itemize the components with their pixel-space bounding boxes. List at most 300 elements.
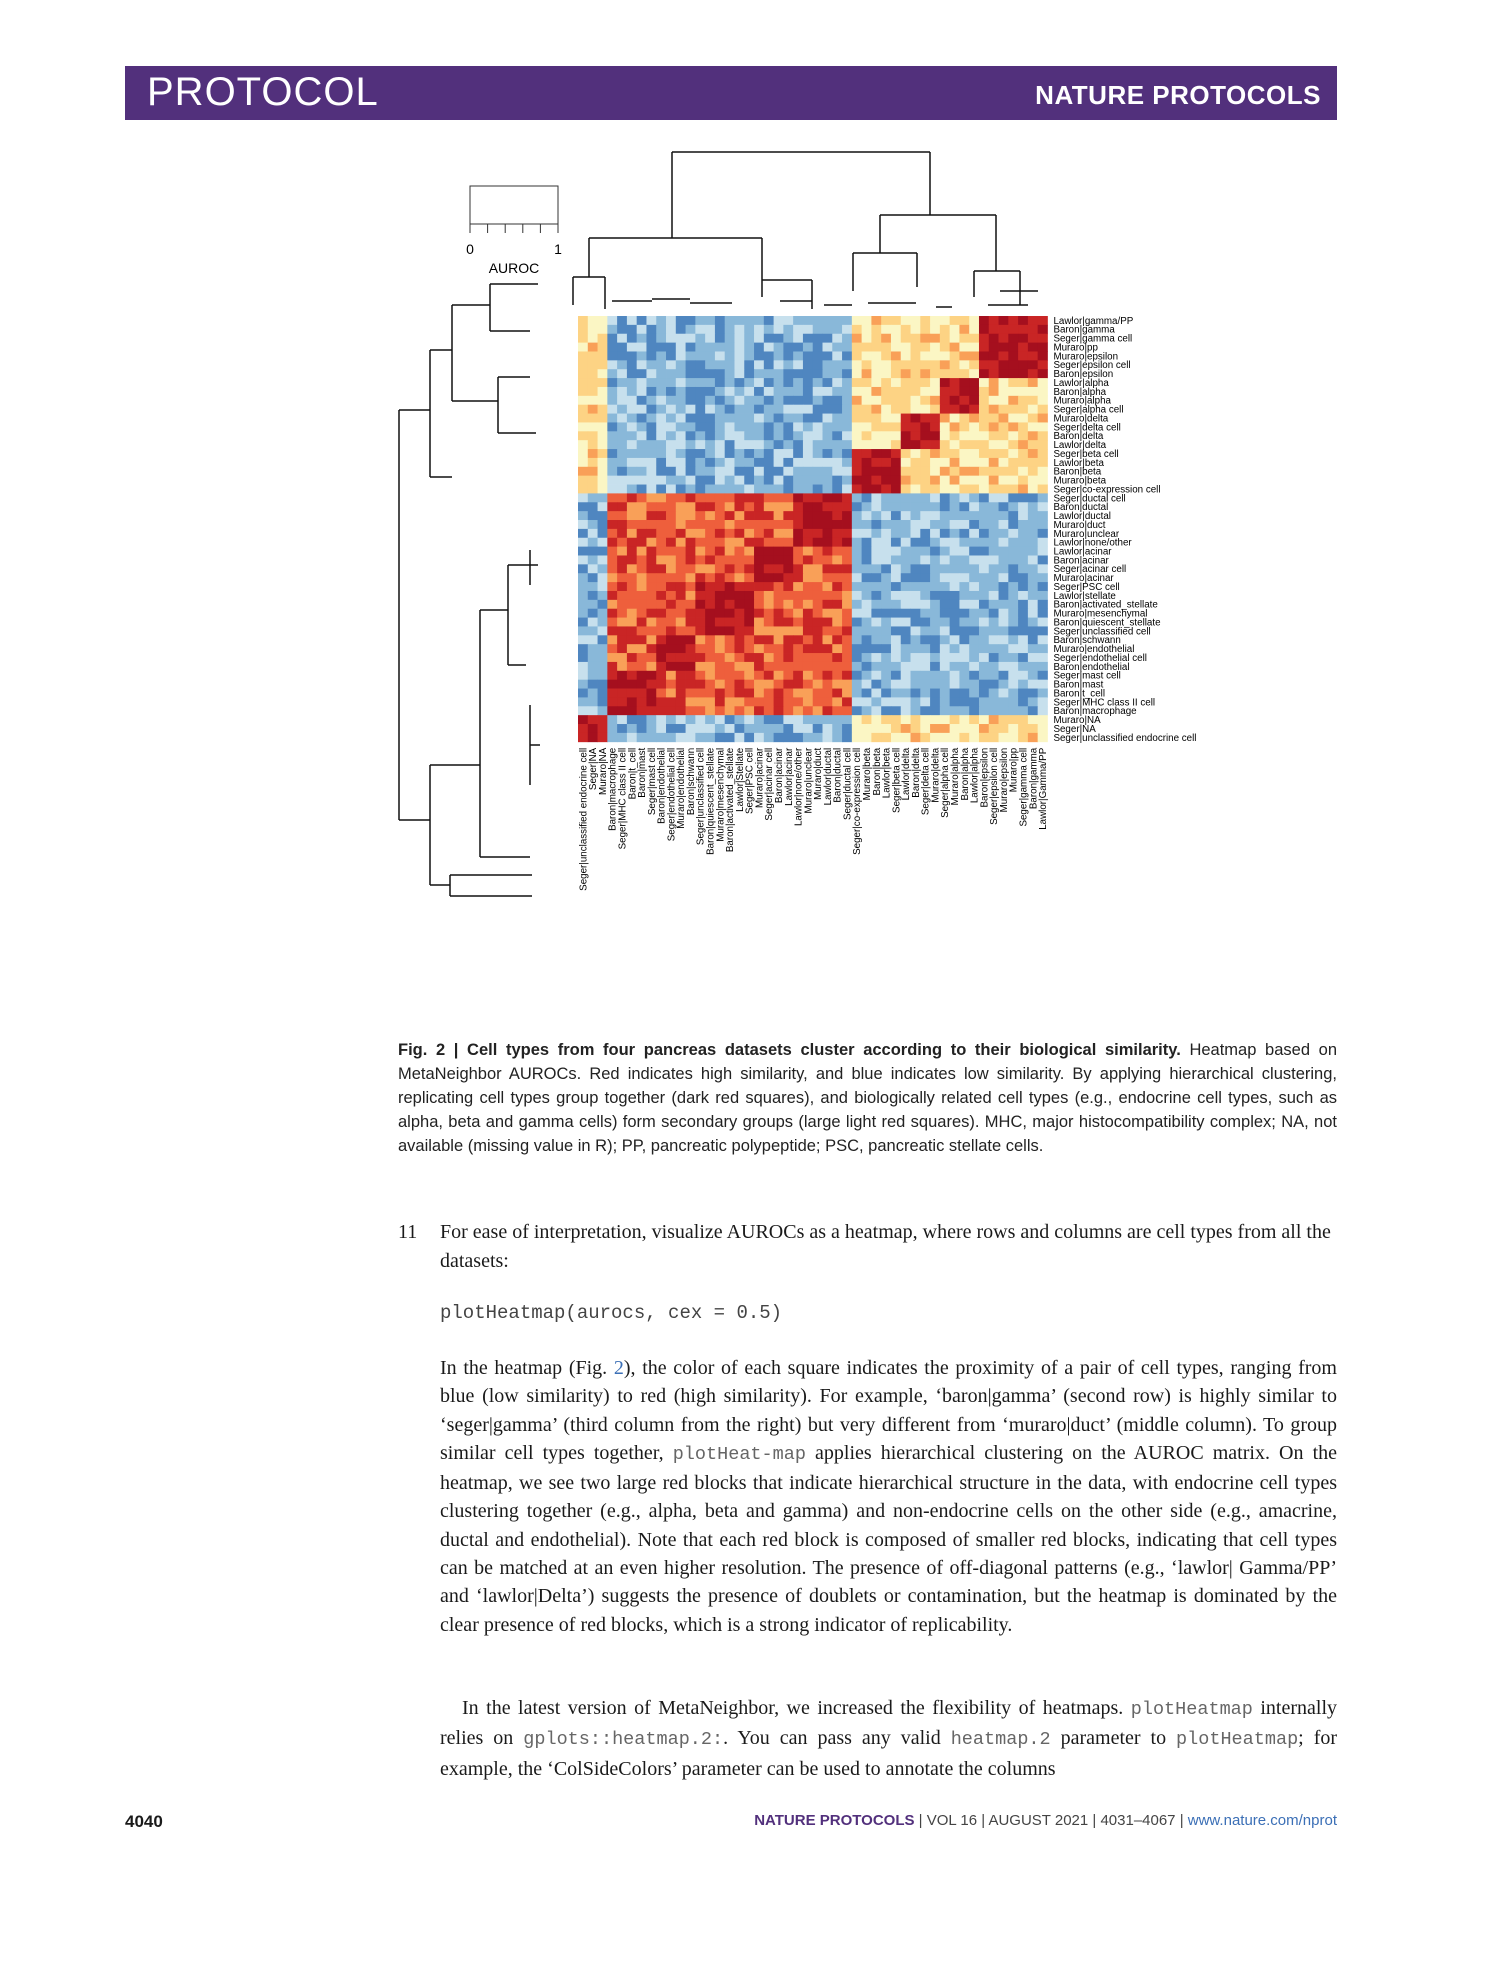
heatmap-cell <box>764 591 774 600</box>
heatmap-cell <box>783 555 793 564</box>
column-label: Baron|macrophage <box>607 747 619 831</box>
heatmap-cell <box>1018 316 1028 325</box>
heatmap-cell <box>979 582 989 591</box>
heatmap-cell <box>969 351 979 360</box>
heatmap-cell <box>725 440 735 449</box>
heatmap-cell <box>588 351 598 360</box>
heatmap-cell <box>891 316 901 325</box>
heatmap-cell <box>950 493 960 502</box>
heatmap-cell <box>588 334 598 343</box>
heatmap-cell <box>686 351 696 360</box>
heatmap-cell <box>774 502 784 511</box>
heatmap-cell <box>852 689 862 698</box>
heatmap-cell <box>637 626 647 635</box>
heatmap-cell <box>744 555 754 564</box>
heatmap-cell <box>754 600 764 609</box>
heatmap-cell <box>832 502 842 511</box>
heatmap-cell <box>656 422 666 431</box>
heatmap-cell <box>1028 582 1038 591</box>
heatmap-cell <box>676 529 686 538</box>
page-number: 4040 <box>125 1812 163 1831</box>
heatmap-cell <box>823 618 833 627</box>
heatmap-cell <box>715 573 725 582</box>
heatmap-cell <box>871 422 881 431</box>
heatmap-cell <box>686 476 696 485</box>
heatmap-cell <box>607 343 617 352</box>
heatmap-cell <box>588 706 598 715</box>
heatmap-cell <box>774 555 784 564</box>
heatmap-cell <box>891 396 901 405</box>
column-label: Baron|t_cell <box>627 747 639 800</box>
heatmap-cell <box>871 538 881 547</box>
heatmap-cell <box>989 689 999 698</box>
heatmap-cell <box>979 449 989 458</box>
heatmap-cell <box>911 671 921 680</box>
heatmap-cell <box>627 600 637 609</box>
heatmap-cell <box>911 467 921 476</box>
heatmap-cell <box>578 573 588 582</box>
heatmap-cell <box>705 378 715 387</box>
heatmap-cell <box>852 369 862 378</box>
heatmap-cell <box>715 715 725 724</box>
heatmap-cell <box>783 449 793 458</box>
heatmap-cell <box>637 591 647 600</box>
heatmap-cell <box>656 618 666 627</box>
heatmap-cell <box>891 724 901 733</box>
heatmap-cell <box>920 653 930 662</box>
heatmap-cell <box>627 662 637 671</box>
heatmap-cell <box>598 600 608 609</box>
heatmap-cell <box>999 538 1009 547</box>
heatmap-cell <box>901 351 911 360</box>
heatmap-cell <box>813 609 823 618</box>
heatmap-cell <box>832 680 842 689</box>
row-label: Muraro|acinar <box>1053 573 1114 585</box>
heatmap-cell <box>725 511 735 520</box>
heatmap-cell <box>871 467 881 476</box>
heatmap-cell <box>617 351 627 360</box>
heatmap-cell <box>862 449 872 458</box>
heatmap-cell <box>1038 396 1048 405</box>
heatmap-cell <box>891 502 901 511</box>
heatmap-cell <box>695 706 705 715</box>
heatmap-cell <box>744 626 754 635</box>
heatmap-cell <box>969 431 979 440</box>
heatmap-cell <box>754 511 764 520</box>
heatmap-cell <box>891 431 901 440</box>
heatmap-cell <box>901 573 911 582</box>
heatmap-cell <box>1008 662 1018 671</box>
heatmap-cell <box>871 680 881 689</box>
heatmap-cell <box>783 680 793 689</box>
heatmap-cell <box>940 511 950 520</box>
heatmap-cell <box>901 449 911 458</box>
heatmap-cell <box>832 369 842 378</box>
heatmap-cell <box>979 662 989 671</box>
heatmap-cell <box>852 325 862 334</box>
heatmap-cell <box>911 680 921 689</box>
heatmap-cell <box>823 316 833 325</box>
heatmap-cell <box>911 635 921 644</box>
heatmap-cell <box>744 529 754 538</box>
heatmap-cell <box>813 626 823 635</box>
heatmap-cell <box>783 458 793 467</box>
heatmap-cell <box>686 369 696 378</box>
heatmap-cell <box>656 538 666 547</box>
heatmap-cell <box>901 697 911 706</box>
heatmap-cell <box>666 405 676 414</box>
heatmap-cell <box>901 467 911 476</box>
footer-url-link[interactable]: www.nature.com/nprot <box>1187 1812 1337 1829</box>
heatmap-cell <box>823 555 833 564</box>
heatmap-cell <box>842 564 852 573</box>
heatmap-cell <box>627 431 637 440</box>
heatmap-cell <box>891 555 901 564</box>
heatmap-cell <box>842 715 852 724</box>
heatmap-cell <box>823 431 833 440</box>
heatmap-cell <box>774 715 784 724</box>
heatmap-cell <box>999 325 1009 334</box>
heatmap-cell <box>744 493 754 502</box>
heatmap-cell <box>607 626 617 635</box>
heatmap-cell <box>588 618 598 627</box>
figure-reference-link[interactable]: 2 <box>613 1357 624 1379</box>
heatmap-cell <box>1028 520 1038 529</box>
heatmap-cell <box>1008 458 1018 467</box>
heatmap-cell <box>783 316 793 325</box>
heatmap-cell <box>578 547 588 556</box>
heatmap-cell <box>891 671 901 680</box>
heatmap-cell <box>852 635 862 644</box>
heatmap-cell <box>969 706 979 715</box>
heatmap-cell <box>607 476 617 485</box>
heatmap-cell <box>813 680 823 689</box>
heatmap-cell <box>734 414 744 423</box>
heatmap-cell <box>666 653 676 662</box>
heatmap-cell <box>881 653 891 662</box>
step-text: For ease of interpretation, visualize AUROCs as a heatmap, where rows and columns are cell types from all the datasets: <box>440 1221 1331 1272</box>
heatmap-cell <box>940 564 950 573</box>
heatmap-cell <box>989 449 999 458</box>
heatmap-cell <box>666 564 676 573</box>
heatmap-cell <box>764 671 774 680</box>
heatmap-cell <box>930 369 940 378</box>
heatmap-cell <box>920 396 930 405</box>
heatmap-cell <box>1038 671 1048 680</box>
heatmap-cell <box>637 387 647 396</box>
heatmap-cell <box>940 573 950 582</box>
heatmap-cell <box>813 405 823 414</box>
heatmap-cell <box>959 449 969 458</box>
column-label: Seger|beta cell <box>891 747 903 813</box>
heatmap-cell <box>950 635 960 644</box>
heatmap-cell <box>852 555 862 564</box>
heatmap-cell <box>754 618 764 627</box>
heatmap-cell <box>607 520 617 529</box>
heatmap-cell <box>881 715 891 724</box>
heatmap-cell <box>744 706 754 715</box>
heatmap-cell <box>578 680 588 689</box>
heatmap-cell <box>725 706 735 715</box>
heatmap-cell <box>774 476 784 485</box>
heatmap-cell <box>686 662 696 671</box>
para2-text-2: internally relies on <box>440 1697 1337 1750</box>
column-label: Baron|delta <box>910 747 922 798</box>
heatmap-cell <box>1008 476 1018 485</box>
heatmap-cell <box>979 706 989 715</box>
heatmap-cell <box>598 591 608 600</box>
heatmap-cell <box>666 387 676 396</box>
heatmap-cell <box>930 405 940 414</box>
heatmap-cell <box>695 334 705 343</box>
heatmap-cell <box>832 600 842 609</box>
heatmap-cell <box>901 369 911 378</box>
heatmap-cell <box>705 706 715 715</box>
heatmap-cell <box>725 325 735 334</box>
heatmap-cell <box>725 591 735 600</box>
heatmap-cell <box>940 538 950 547</box>
heatmap-cell <box>881 458 891 467</box>
heatmap-cell <box>1018 644 1028 653</box>
heatmap-cell <box>754 334 764 343</box>
heatmap-cell <box>862 644 872 653</box>
heatmap-cell <box>627 458 637 467</box>
heatmap-cell <box>940 334 950 343</box>
heatmap-cell <box>1028 449 1038 458</box>
heatmap-cell <box>607 405 617 414</box>
heatmap-cell <box>588 564 598 573</box>
heatmap-cell <box>686 493 696 502</box>
heatmap-cell <box>695 724 705 733</box>
heatmap-cell <box>744 431 754 440</box>
heatmap-cell <box>607 493 617 502</box>
heatmap-cell <box>862 316 872 325</box>
heatmap-cell <box>862 422 872 431</box>
row-label: Baron|macrophage <box>1053 706 1137 718</box>
heatmap-cell <box>1038 564 1048 573</box>
heatmap-cell <box>676 414 686 423</box>
heatmap-cell <box>754 706 764 715</box>
heatmap-cell <box>852 564 862 573</box>
heatmap-cell <box>979 644 989 653</box>
heatmap-cell <box>588 644 598 653</box>
heatmap-cell <box>1028 609 1038 618</box>
para2-text-5: ; for example, the ‘ColSideColors’ parameter can be used to annotate the columns <box>440 1727 1338 1780</box>
heatmap-cell <box>793 343 803 352</box>
heatmap-cell <box>627 405 637 414</box>
heatmap-cell <box>783 343 793 352</box>
heatmap-cell <box>813 600 823 609</box>
heatmap-cell <box>832 662 842 671</box>
heatmap-cell <box>666 680 676 689</box>
heatmap-cell <box>1028 547 1038 556</box>
heatmap-cell <box>637 697 647 706</box>
heatmap-cell <box>989 493 999 502</box>
heatmap-cell <box>920 671 930 680</box>
heatmap-cell <box>969 467 979 476</box>
heatmap-cell <box>783 733 793 742</box>
heatmap-cell <box>578 360 588 369</box>
heatmap-cell <box>705 564 715 573</box>
heatmap-cell <box>646 440 656 449</box>
heatmap-cell <box>901 316 911 325</box>
heatmap-cell <box>715 351 725 360</box>
column-label: Muraro|epsilon <box>998 747 1010 813</box>
heatmap-cell <box>734 626 744 635</box>
heatmap-cell <box>764 618 774 627</box>
heatmap-cell <box>940 644 950 653</box>
heatmap-cell <box>637 502 647 511</box>
heatmap-cell <box>823 564 833 573</box>
heatmap-cell <box>881 405 891 414</box>
row-label: Baron|quiescent_stellate <box>1053 617 1161 629</box>
heatmap-cell <box>813 538 823 547</box>
heatmap-cell <box>695 697 705 706</box>
heatmap-cell <box>705 671 715 680</box>
heatmap-cell <box>627 493 637 502</box>
heatmap-cell <box>920 422 930 431</box>
heatmap-cell <box>793 467 803 476</box>
heatmap-cell <box>891 422 901 431</box>
heatmap-cell <box>637 715 647 724</box>
heatmap-cell <box>813 671 823 680</box>
heatmap-cell <box>813 493 823 502</box>
heatmap-cell <box>793 378 803 387</box>
heatmap-cell <box>1038 520 1048 529</box>
heatmap-cell <box>793 449 803 458</box>
heatmap-cell <box>881 538 891 547</box>
heatmap-cell <box>930 715 940 724</box>
heatmap-cell <box>940 378 950 387</box>
heatmap-cell <box>842 316 852 325</box>
heatmap-cell <box>1028 600 1038 609</box>
heatmap-cell <box>627 653 637 662</box>
heatmap-cell <box>695 733 705 742</box>
heatmap-cell <box>852 440 862 449</box>
heatmap-cell <box>832 431 842 440</box>
heatmap-cell <box>588 422 598 431</box>
heatmap-cell <box>803 618 813 627</box>
heatmap-cell <box>598 564 608 573</box>
heatmap-cell <box>646 653 656 662</box>
heatmap-cell <box>656 591 666 600</box>
heatmap-cell <box>852 316 862 325</box>
heatmap-cell <box>901 538 911 547</box>
heatmap-cell <box>627 680 637 689</box>
heatmap-cell <box>871 635 881 644</box>
heatmap-cell <box>715 476 725 485</box>
heatmap-cell <box>676 689 686 698</box>
heatmap-cell <box>842 467 852 476</box>
heatmap-cell <box>871 689 881 698</box>
heatmap-cell <box>803 316 813 325</box>
heatmap-cell <box>999 564 1009 573</box>
heatmap-cell <box>578 618 588 627</box>
heatmap-cell <box>774 591 784 600</box>
heatmap-cell <box>793 573 803 582</box>
heatmap-cell <box>695 555 705 564</box>
heatmap-cell <box>940 680 950 689</box>
heatmap-cell <box>901 493 911 502</box>
heatmap-cell <box>999 626 1009 635</box>
heatmap-cell <box>803 502 813 511</box>
heatmap-cell <box>578 485 588 494</box>
heatmap-cell <box>715 591 725 600</box>
heatmap-cell <box>725 449 735 458</box>
heatmap-cell <box>920 440 930 449</box>
heatmap-cell <box>969 653 979 662</box>
heatmap-cell <box>686 334 696 343</box>
heatmap-cell <box>705 351 715 360</box>
heatmap-cell <box>950 422 960 431</box>
heatmap-cell <box>950 502 960 511</box>
heatmap-cell <box>1038 422 1048 431</box>
heatmap-cell <box>617 555 627 564</box>
row-label: Baron|alpha <box>1053 386 1107 398</box>
heatmap-cell <box>715 706 725 715</box>
heatmap-cell <box>950 369 960 378</box>
heatmap-cell <box>803 671 813 680</box>
row-label: Seger|NA <box>1053 723 1096 735</box>
heatmap-cell <box>617 653 627 662</box>
heatmap-cell <box>920 334 930 343</box>
heatmap-cell <box>715 440 725 449</box>
heatmap-cell <box>1018 369 1028 378</box>
heatmap-cell <box>1038 316 1048 325</box>
heatmap-cell <box>607 334 617 343</box>
heatmap-cell <box>881 369 891 378</box>
heatmap-cell <box>901 591 911 600</box>
heatmap-cell <box>891 662 901 671</box>
heatmap-cell <box>617 697 627 706</box>
heatmap-cell <box>588 635 598 644</box>
heatmap-cell <box>676 626 686 635</box>
heatmap-cell <box>774 635 784 644</box>
heatmap-cell <box>578 325 588 334</box>
heatmap-cell <box>901 644 911 653</box>
heatmap-cell <box>676 440 686 449</box>
heatmap-cell <box>959 476 969 485</box>
heatmap-cell <box>950 334 960 343</box>
heatmap-cell <box>695 485 705 494</box>
heatmap-cell <box>813 733 823 742</box>
heatmap-cell <box>871 316 881 325</box>
heatmap-cell <box>969 547 979 556</box>
heatmap-cell <box>823 724 833 733</box>
heatmap-cell <box>1038 378 1048 387</box>
heatmap-cell <box>862 343 872 352</box>
heatmap-cell <box>842 609 852 618</box>
heatmap-cell <box>734 431 744 440</box>
heatmap-cell <box>676 485 686 494</box>
heatmap-cell <box>744 343 754 352</box>
heatmap-cell <box>783 511 793 520</box>
heatmap-cell <box>793 662 803 671</box>
heatmap-cell <box>832 529 842 538</box>
heatmap-cell <box>686 609 696 618</box>
heatmap-cell <box>588 609 598 618</box>
heatmap-cell <box>715 680 725 689</box>
heatmap-cell <box>725 502 735 511</box>
heatmap-cell <box>881 671 891 680</box>
heatmap-cell <box>646 485 656 494</box>
heatmap-cell <box>1028 414 1038 423</box>
heatmap-cell <box>862 325 872 334</box>
heatmap-cell <box>881 493 891 502</box>
heatmap-cell <box>764 555 774 564</box>
heatmap-cell <box>999 440 1009 449</box>
heatmap-cell <box>1008 706 1018 715</box>
